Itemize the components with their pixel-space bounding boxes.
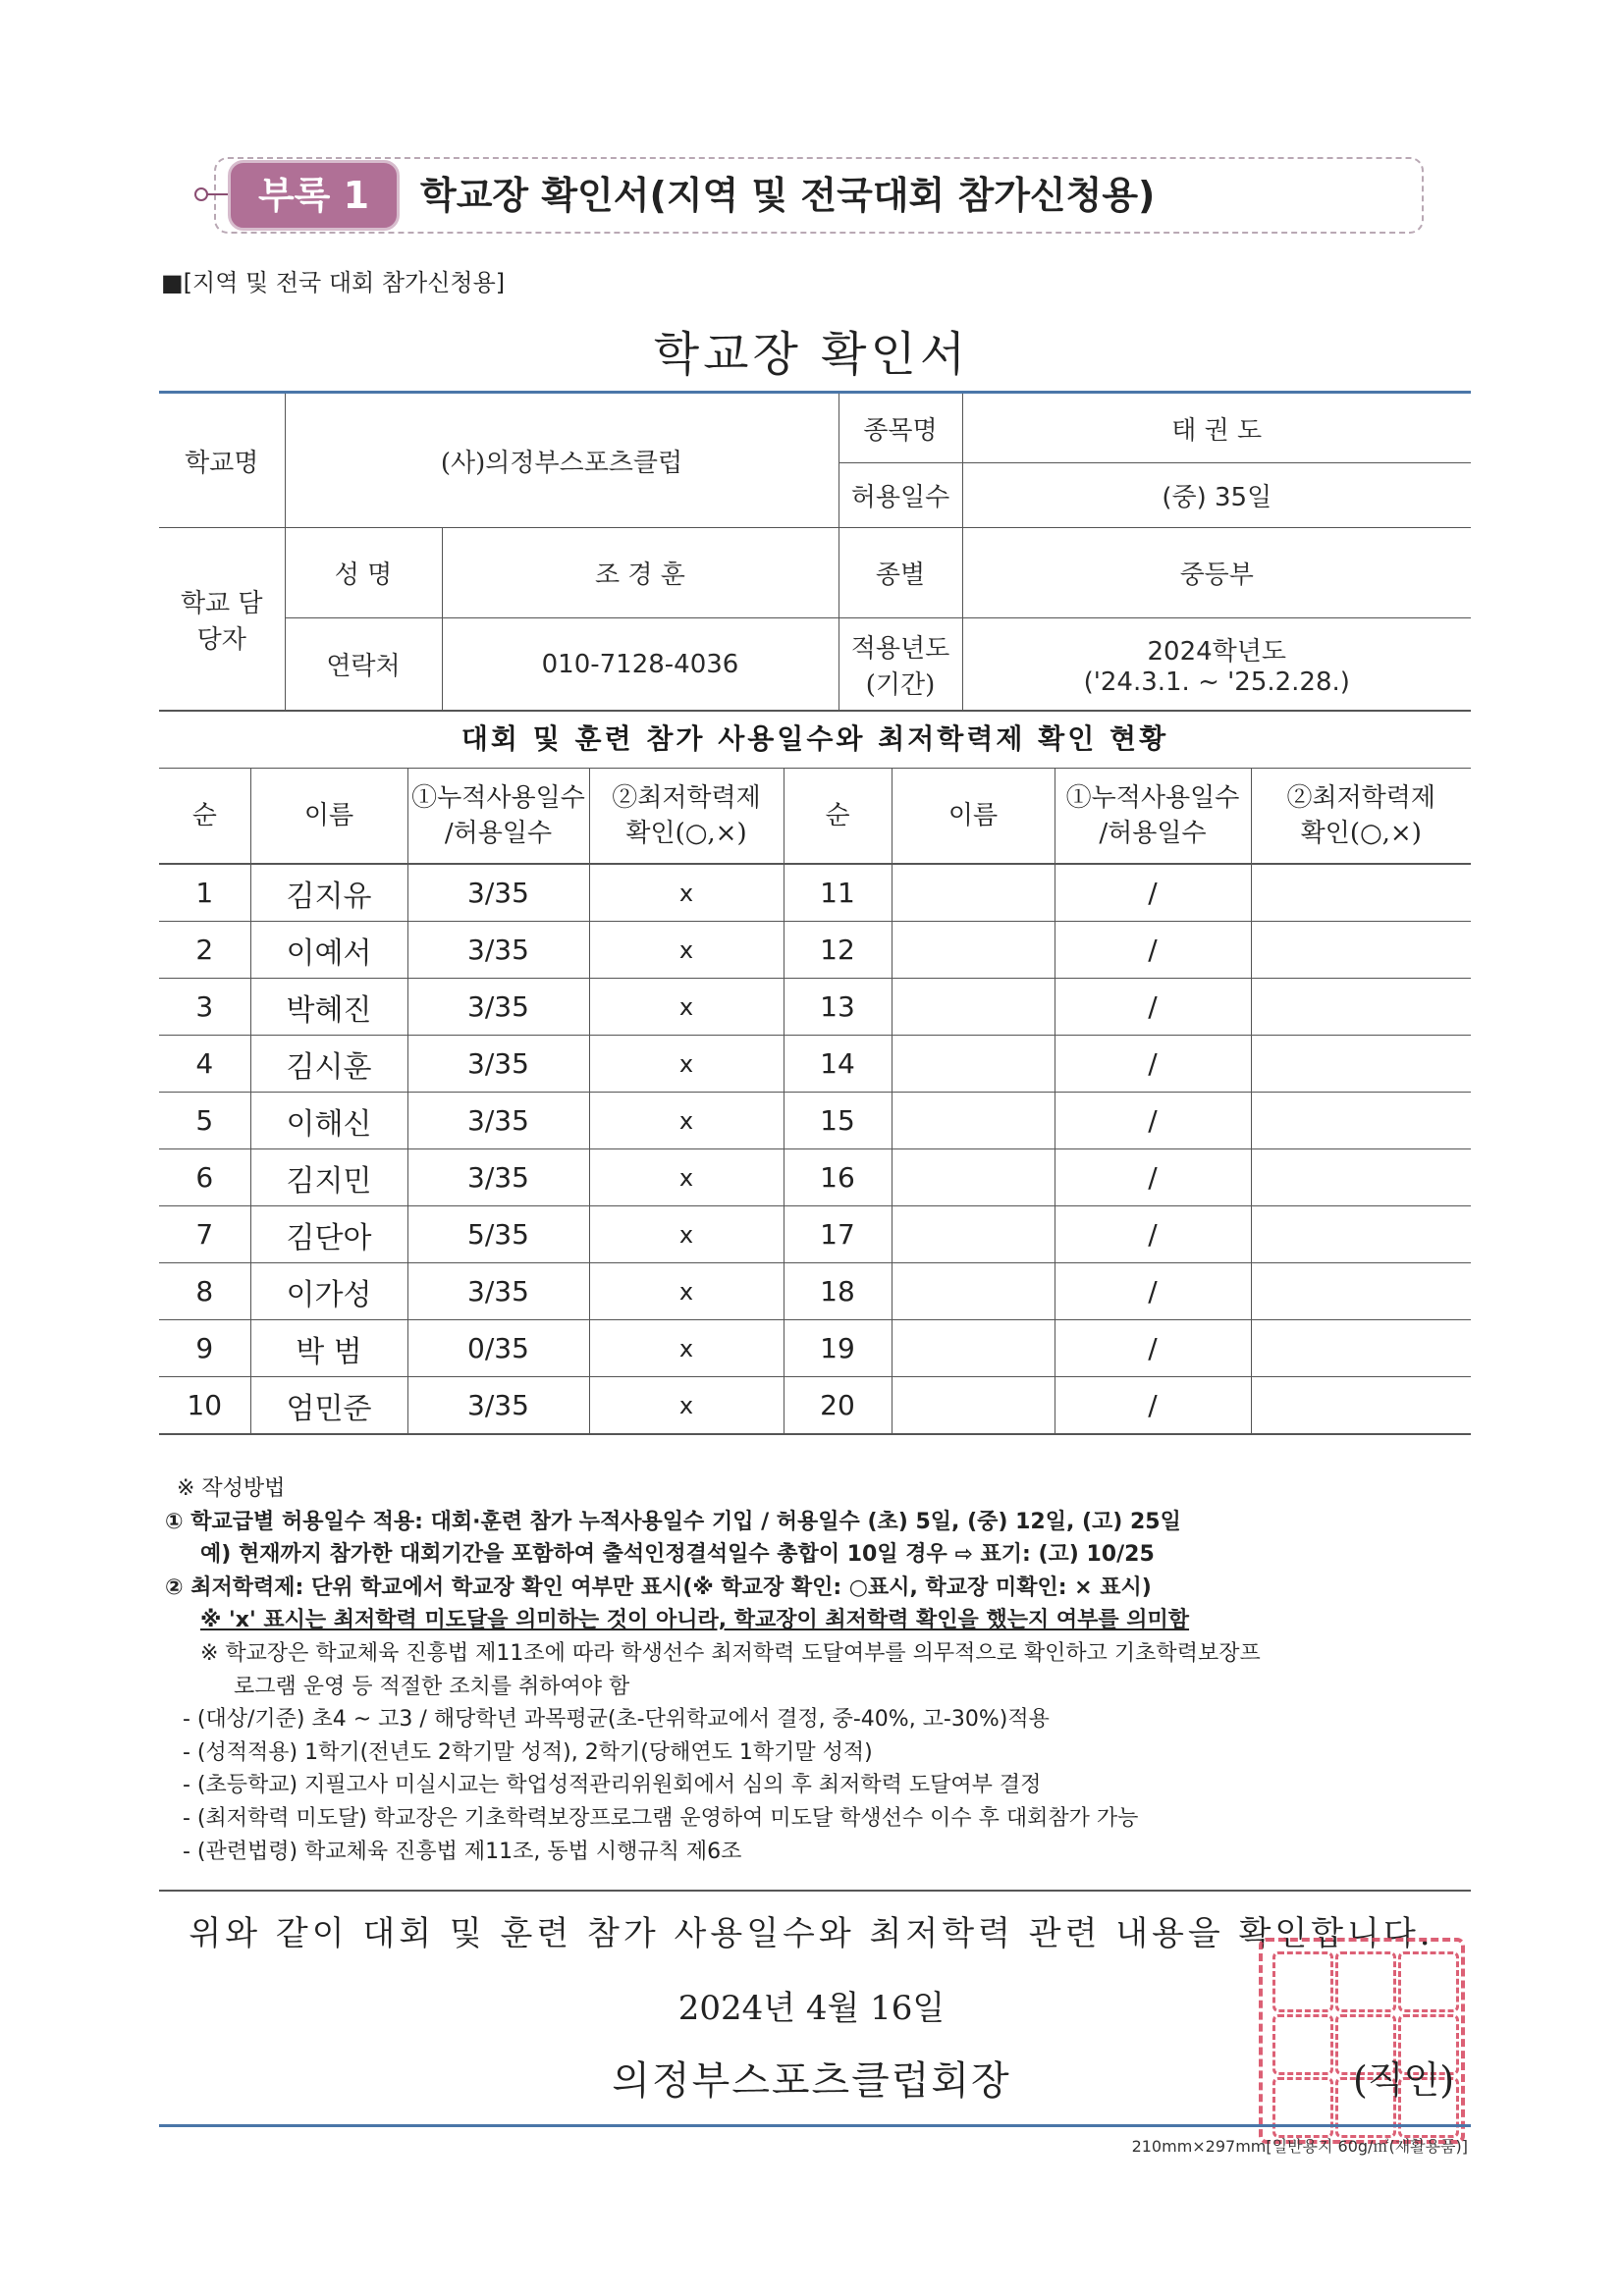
- name-label: 성 명: [285, 528, 442, 618]
- row-no: 10: [159, 1377, 250, 1435]
- row-days: 3/35: [407, 1377, 589, 1435]
- table-row: [159, 922, 1471, 979]
- year-label-period: (기간): [865, 669, 936, 700]
- form-subtitle: ■[지역 및 전국 대회 참가신청용]: [161, 269, 506, 296]
- header-days-line2: /허용일수: [444, 819, 553, 848]
- row-name: [892, 1377, 1055, 1435]
- table-row: [159, 1320, 1471, 1377]
- row-days: /: [1055, 1263, 1251, 1320]
- row-name: [892, 1093, 1055, 1149]
- event-label: 종목명: [839, 393, 962, 463]
- row-days: 3/35: [407, 864, 589, 922]
- header-days-2-line1: ①누적사용일수: [1065, 783, 1240, 813]
- row-days: 3/35: [407, 922, 589, 979]
- row-days: 0/35: [407, 1320, 589, 1377]
- year-label: 적용년도: [850, 633, 950, 664]
- row-check: x: [589, 1377, 784, 1435]
- row-days: /: [1055, 1206, 1251, 1263]
- row-days: /: [1055, 1149, 1251, 1206]
- signer-name: 의정부스포츠클럽회장: [612, 2058, 1011, 2104]
- name-value: 조 경 훈: [442, 528, 839, 618]
- row-days: /: [1055, 1036, 1251, 1093]
- row-days: /: [1055, 979, 1251, 1036]
- table-row: [159, 1093, 1471, 1149]
- table-row: [159, 864, 1471, 922]
- row-name: 김단아: [250, 1206, 407, 1263]
- row-days: 3/35: [407, 1093, 589, 1149]
- header-days: [407, 769, 589, 865]
- row-check: x: [589, 1093, 784, 1149]
- note-2-emphasis: ※ 'x' 표시는 최저학력 미도달을 의미하는 것이 아니라, 학교장이 최저학력 확인을 했는지 여부를 의미함: [200, 1608, 1190, 1633]
- row-check: [1251, 922, 1471, 979]
- detail-elementary: - (초등학교) 지필고사 미실시교는 학업성적관리위원회에서 심의 후 최저학력 도달여부 결정: [183, 1773, 1042, 1798]
- allowed-days-value: (중) 35일: [962, 463, 1471, 528]
- row-name: 박 범: [250, 1320, 407, 1377]
- row-name: [892, 922, 1055, 979]
- row-check: [1251, 1093, 1471, 1149]
- school-info-table: [159, 391, 1471, 711]
- table-row: [159, 1206, 1471, 1263]
- row-check: [1251, 979, 1471, 1036]
- participant-table: [159, 768, 1471, 1435]
- detail-law: - (관련법령) 학교체육 진흥법 제11조, 동법 시행규칙 제6조: [183, 1839, 742, 1864]
- row-name: 이예서: [250, 922, 407, 979]
- row-days: /: [1055, 1093, 1251, 1149]
- period-value: ('24.3.1. ~ '25.2.28.): [1083, 667, 1350, 697]
- row-name: [892, 864, 1055, 922]
- row-days: 5/35: [407, 1206, 589, 1263]
- official-seal-icon: [1259, 1938, 1465, 2144]
- row-no: 17: [784, 1206, 892, 1263]
- row-no: 14: [784, 1036, 892, 1093]
- row-no: 19: [784, 1320, 892, 1377]
- seal-label: (직인): [1353, 2058, 1455, 2102]
- row-check: [1251, 1263, 1471, 1320]
- row-check: [1251, 1149, 1471, 1206]
- row-check: [1251, 1320, 1471, 1377]
- row-no: 8: [159, 1263, 250, 1320]
- row-name: 김지민: [250, 1149, 407, 1206]
- row-check: [1251, 864, 1471, 922]
- row-name: [892, 1206, 1055, 1263]
- row-no: 1: [159, 864, 250, 922]
- manager-label: 학교 담당자: [159, 528, 285, 711]
- header-no-2: 순: [784, 769, 892, 865]
- detail-not-met: - (최저학력 미도달) 학교장은 기초학력보장프로그램 운영하여 미도달 학생선수 이수 후 대회참가 가능: [183, 1805, 1139, 1831]
- row-check: [1251, 1377, 1471, 1435]
- row-name: 김시훈: [250, 1036, 407, 1093]
- row-check: x: [589, 922, 784, 979]
- header-days-line1: ①누적사용일수: [411, 783, 585, 813]
- row-days: /: [1055, 864, 1251, 922]
- note-2-duty: ※ 학교장은 학교체육 진흥법 제11조에 따라 학생선수 최저학력 도달여부를 의무적으로 확인하고 기초학력보장프: [200, 1640, 1261, 1666]
- row-name: 김지유: [250, 864, 407, 922]
- row-check: x: [589, 1036, 784, 1093]
- issue-date: 2024년 4월 16일: [677, 1989, 946, 2028]
- row-no: 5: [159, 1093, 250, 1149]
- header-no: 순: [159, 769, 250, 865]
- header-days-2: [1055, 769, 1251, 865]
- bottom-rule: [159, 2124, 1471, 2127]
- row-check: x: [589, 1149, 784, 1206]
- header-check: [589, 769, 784, 865]
- note-2: ② 최저학력제: 단위 학교에서 학교장 확인 여부만 표시(※ 학교장 확인: ○표시, 학교장 미확인: × 표시): [165, 1575, 1152, 1600]
- row-days: 3/35: [407, 979, 589, 1036]
- row-name: 이가성: [250, 1263, 407, 1320]
- document-title: 학교장 확인서: [653, 327, 970, 382]
- row-no: 16: [784, 1149, 892, 1206]
- table-row: [159, 1036, 1471, 1093]
- note-1: ① 학교급별 허용일수 적용: 대회·훈련 참가 누적사용일수 기입 / 허용일수 (초) 5일, (중) 12일, (고) 25일: [165, 1509, 1181, 1534]
- school-label: 학교명: [159, 393, 285, 528]
- contact-label: 연락처: [285, 618, 442, 711]
- section-title: 대회 및 훈련 참가 사용일수와 최저학력제 확인 현황: [159, 711, 1471, 766]
- category-value: 중등부: [962, 528, 1471, 618]
- row-days: /: [1055, 1320, 1251, 1377]
- event-value: 태 권 도: [962, 393, 1471, 463]
- row-no: 20: [784, 1377, 892, 1435]
- row-name: [892, 1263, 1055, 1320]
- row-no: 4: [159, 1036, 250, 1093]
- row-check: x: [589, 979, 784, 1036]
- table-row: [159, 979, 1471, 1036]
- row-no: 6: [159, 1149, 250, 1206]
- detail-grades: - (성적적용) 1학기(전년도 2학기말 성적), 2학기(당해연도 1학기말 성적): [183, 1739, 873, 1765]
- appendix-badge: 부록 1: [228, 160, 400, 231]
- header-days-2-line2: /허용일수: [1099, 819, 1207, 848]
- row-no: 11: [784, 864, 892, 922]
- category-label: 종별: [839, 528, 962, 618]
- year-value-cell: [962, 618, 1471, 711]
- row-no: 12: [784, 922, 892, 979]
- table-row: [159, 1263, 1471, 1320]
- row-no: 15: [784, 1093, 892, 1149]
- row-check: x: [589, 864, 784, 922]
- detail-target: - (대상/기준) 초4 ~ 고3 / 해당학년 과목평균(초-단위학교에서 결정, 중-40%, 고-30%)적용: [183, 1707, 1050, 1733]
- row-name: 이해신: [250, 1093, 407, 1149]
- year-value: 2024학년도: [1147, 637, 1287, 667]
- row-name: 엄민준: [250, 1377, 407, 1435]
- row-no: 18: [784, 1263, 892, 1320]
- row-no: 2: [159, 922, 250, 979]
- school-value: (사)의정부스포츠클럽: [285, 393, 839, 528]
- row-check: x: [589, 1206, 784, 1263]
- header-name: 이름: [250, 769, 407, 865]
- header-check-2: [1251, 769, 1471, 865]
- confirmation-statement: 위와 같이 대회 및 훈련 참가 사용일수와 최저학력 관련 내용을 확인합니다.: [189, 1914, 1434, 1953]
- allowed-days-label: 허용일수: [839, 463, 962, 528]
- notes-heading: ※ 작성방법: [177, 1476, 286, 1501]
- table-row: [159, 1377, 1471, 1435]
- row-no: 9: [159, 1320, 250, 1377]
- header-name-2: 이름: [892, 769, 1055, 865]
- row-days: 3/35: [407, 1149, 589, 1206]
- row-name: 박혜진: [250, 979, 407, 1036]
- row-name: [892, 1036, 1055, 1093]
- note-1-example: 예) 현재까지 참가한 대회기간을 포함하여 출석인정결석일수 총합이 10일 경우 ⇨ 표기: (고) 10/25: [200, 1542, 1155, 1568]
- instructions: [165, 1472, 1471, 1868]
- row-days: 3/35: [407, 1036, 589, 1093]
- header-check-2-line1: ②최저학력제: [1286, 783, 1436, 813]
- row-no: 13: [784, 979, 892, 1036]
- row-days: 3/35: [407, 1263, 589, 1320]
- table-row: [159, 1149, 1471, 1206]
- row-check: [1251, 1206, 1471, 1263]
- banner-title: 학교장 확인서(지역 및 전국대회 참가신청용): [420, 174, 1156, 217]
- bullet-ring-icon: [194, 187, 208, 201]
- paper-spec: 210mm×297mm[일반용지 60g/㎡(재활용품)]: [1131, 2137, 1468, 2156]
- note-2-duty-cont: 로그램 운영 등 적절한 조치를 취하여야 함: [234, 1674, 630, 1699]
- row-check: [1251, 1036, 1471, 1093]
- row-name: [892, 1149, 1055, 1206]
- row-check: x: [589, 1320, 784, 1377]
- divider: [159, 1890, 1471, 1892]
- row-days: /: [1055, 922, 1251, 979]
- header-check-2-line2: 확인(○,×): [1300, 819, 1422, 848]
- row-no: 3: [159, 979, 250, 1036]
- row-check: x: [589, 1263, 784, 1320]
- contact-value: 010-7128-4036: [442, 618, 839, 711]
- header-check-line1: ②최저학력제: [612, 783, 761, 813]
- header-check-line2: 확인(○,×): [625, 819, 747, 848]
- row-name: [892, 1320, 1055, 1377]
- row-days: /: [1055, 1377, 1251, 1435]
- row-name: [892, 979, 1055, 1036]
- row-no: 7: [159, 1206, 250, 1263]
- year-label-cell: [839, 618, 962, 711]
